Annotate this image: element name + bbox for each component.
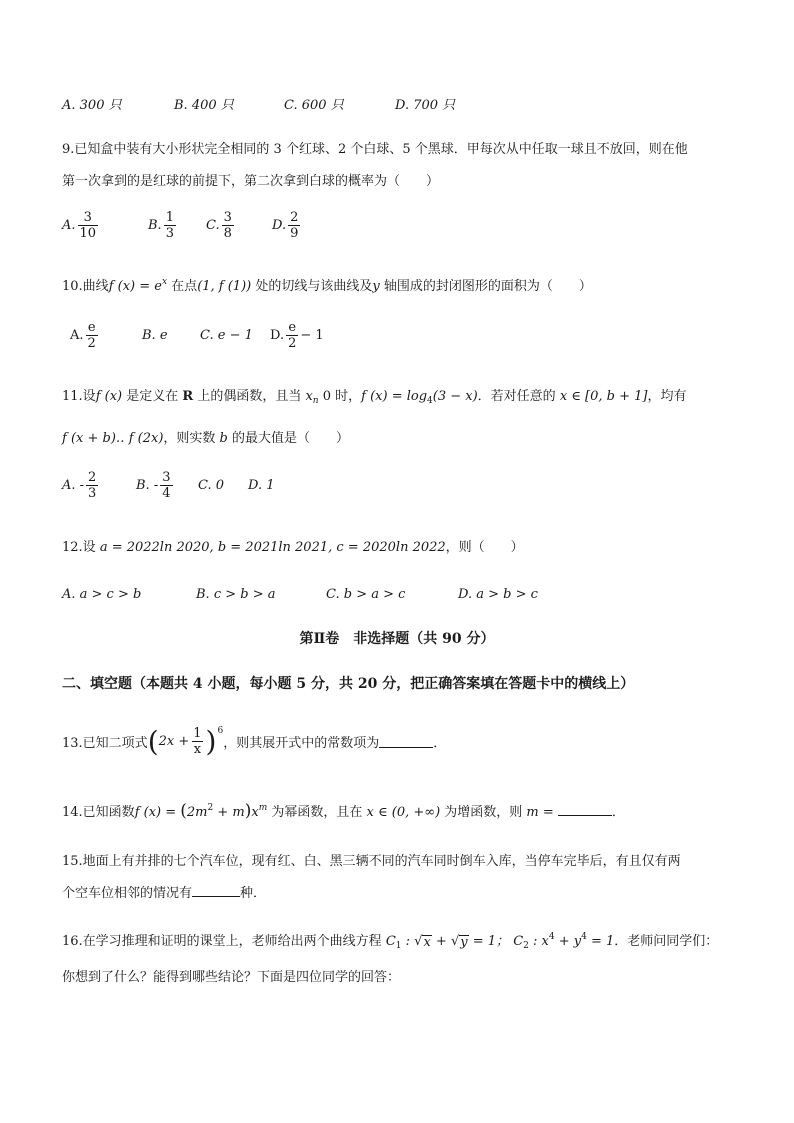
q11-option-a: A. - $\frac{2}{3}$ [62, 470, 97, 501]
q11-option-c: C. 0 [198, 478, 225, 493]
q11-stem-line2: f (x + b)‥ f (2x)，则实数 b 的最大值是（ ） [62, 431, 350, 446]
q9-options [62, 210, 302, 241]
q9-option-b: B. $\frac{1}{3}$ [148, 210, 174, 241]
q8-option-c: C. 600 只 [284, 98, 344, 113]
q8-options [62, 94, 455, 113]
q10-stem: 10.曲线f $(x) = e^x$ 在点(1, f (1)) 处的切线与该曲线及y 轴围成的封闭图形的面积为（ ） [62, 277, 592, 294]
q13-close-paren: ) [205, 724, 217, 758]
q9-option-c: C. $\frac{3}{8}$ [206, 210, 232, 241]
sqrt-x: √ x [414, 934, 431, 950]
q12-options [62, 587, 538, 602]
part2-title: 第Ⅱ卷 非选择题（共 90 分） [299, 631, 495, 647]
q10-option-b: B. e [142, 328, 168, 343]
section2-title: 二、填空题（本题共 4 小题，每小题 5 分，共 20 分，把正确答案填在答题卡中的横线上） [62, 676, 635, 692]
q9-stem-line2: 第一次拿到的是红球的前提下，第二次拿到白球的概率为（ ） [62, 174, 440, 189]
q11-options [62, 470, 275, 501]
q9-option-d: D. $\frac{2}{9}$ [272, 210, 299, 241]
q15-stem-line2: 个空车位相邻的情况有 种． [62, 886, 267, 901]
q11-stem-line1: 11.设f (x) 是定义在 R 上的偶函数，且当 $x_n$ 0 时，f $(x) = \log_4(3 - x)$．若对任意的 x ∈ [0, b + 1]，均有 [62, 389, 687, 406]
q14-answer-blank[interactable] [558, 804, 612, 816]
q12-option-a: A. a > c > b [62, 587, 142, 602]
q10-option-a: A. $\frac{e}{2}$ [70, 320, 96, 351]
q12-option-b: B. c > b > a [196, 587, 276, 602]
q16-stem-line2: 你想到了什么？能得到哪些结论？下面是四位同学的回答： [62, 970, 401, 985]
q11-option-b: B. - $\frac{3}{4}$ [136, 470, 171, 501]
q8-option-a: A. 300 只 [62, 98, 122, 113]
sqrt-y: √ y [450, 934, 468, 950]
q14-stem: 14.已知函数f $(x) = (2m^2 + m)x^m$ 为幂函数，且在 x ∈ (0, +∞) 为增函数，则 m = ． [62, 801, 625, 821]
q15-stem-line1: 15.地面上有并排的七个汽车位，现有红、白、黑三辆不同的汽车同时倒车入库，当停车完毕后，有且仅有两 [62, 854, 681, 869]
q12-option-c: C. b > a > c [326, 587, 406, 602]
q9-stem-line1: 9.已知盒中装有大小形状完全相同的 3 个红球、2 个白球、5 个黑球．甲每次从中任取一球且不放回，则在他 [62, 142, 688, 157]
q13-stem: 13.已知二项式 ( 2x + $\frac{1}{x}$ ) 6 ，则其展开式中的常数项为 ． [62, 724, 447, 758]
q15-answer-blank[interactable] [192, 885, 240, 897]
q9-option-a: A. $\frac{3}{10}$ [62, 210, 97, 241]
q11-option-d: D. 1 [248, 478, 275, 493]
q12-option-d: D. a > b > c [458, 587, 538, 602]
q10-options [70, 320, 324, 351]
q8-option-b: B. 400 只 [174, 98, 234, 113]
q13-open-paren: ( [147, 724, 159, 758]
q13-answer-blank[interactable] [379, 736, 433, 748]
q12-stem: 12.设 a = 2022ln 2020, b = 2021ln 2021, c = 2020ln 2022，则（ ） [62, 540, 524, 555]
q16-stem-line1: 16.在学习推理和证明的课堂上，老师给出两个曲线方程 $C_1$ : √ x + √ y = 1； $C_2$ : $x^4 + y^4 = 1$．老师问同学们： [62, 932, 719, 951]
q10-option-d: D. $\frac{e}{2}$ − 1 [270, 320, 324, 351]
q8-option-d: D. 700 只 [395, 98, 456, 113]
q10-option-c: C. e − 1 [200, 328, 253, 343]
